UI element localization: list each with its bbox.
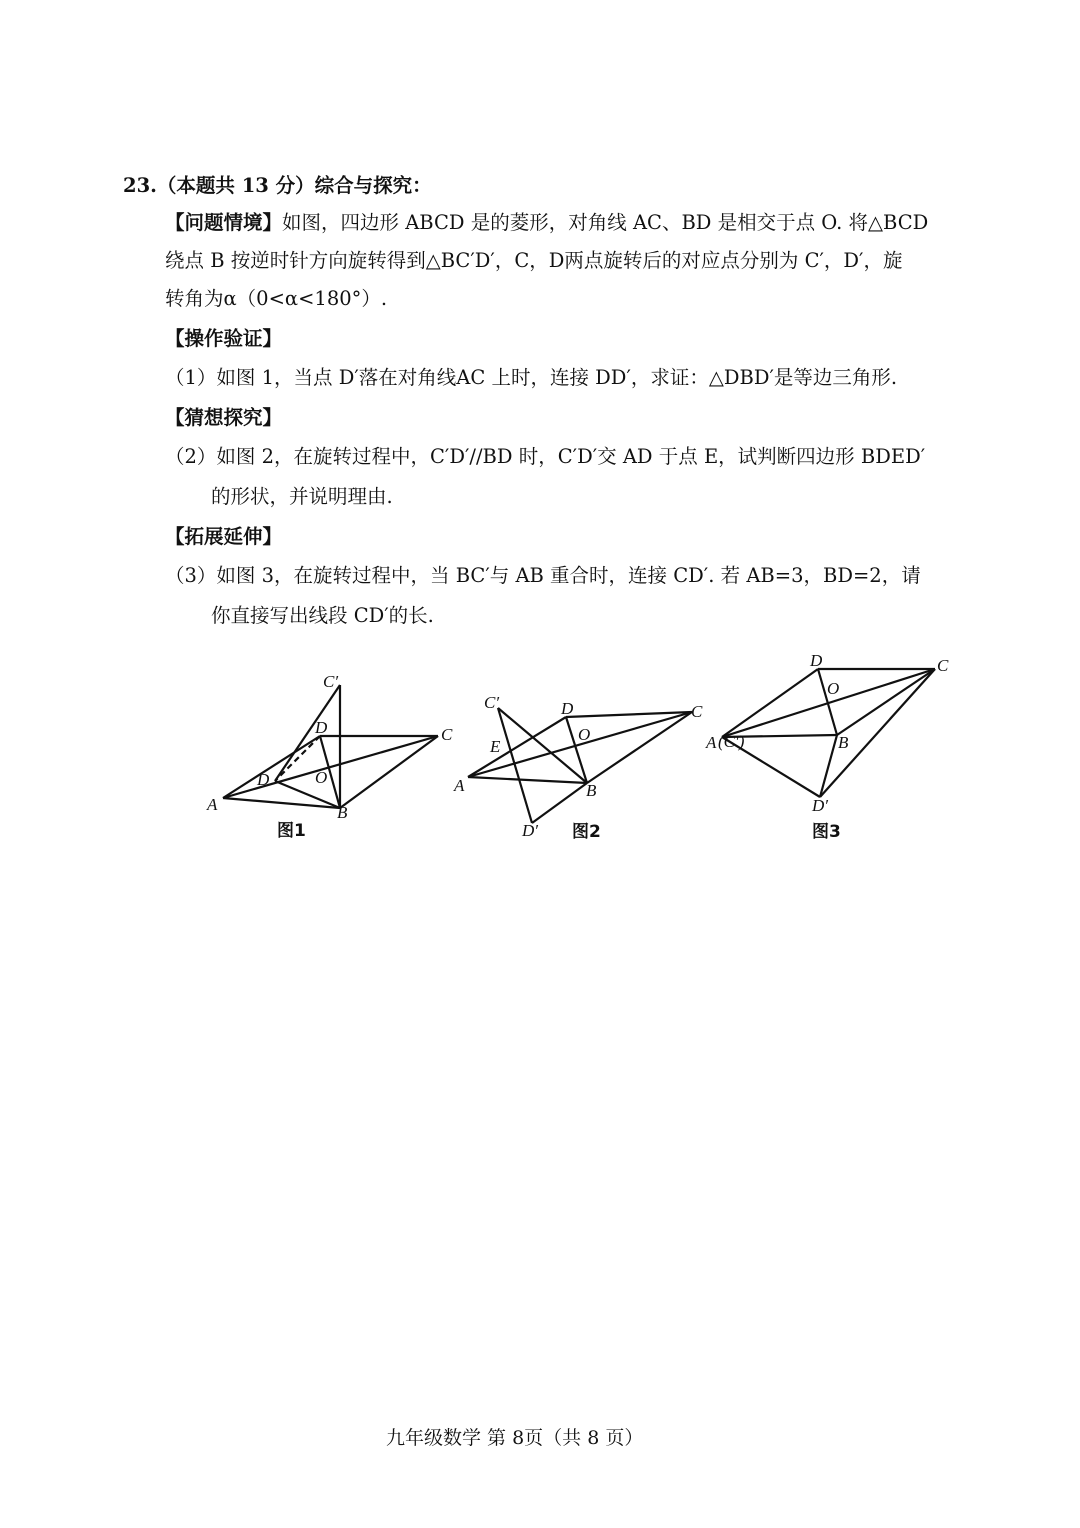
context-tag: 【问题情境】 — [165, 211, 283, 234]
fig3-edge-ad — [722, 669, 818, 737]
context-line-1 — [165, 207, 928, 235]
fig2-edge-cpd — [498, 708, 532, 823]
section-tag-conjecture: 【猜想探究】 — [165, 406, 283, 429]
fig1-diag-ac — [223, 736, 438, 798]
fig3-label-a: A — [706, 733, 717, 752]
fig1-edge-ddp — [275, 736, 320, 781]
part-1-line-1: （1）如图 1，当点 D′落在对角线AC 上时，连接 DD′，求证：△DBD′是等边三角形. — [165, 366, 898, 389]
figure-2 — [448, 690, 723, 850]
fig1-label-b: B — [337, 803, 348, 822]
fig1-caption: 图1 — [277, 821, 306, 841]
fig2-caption: 图2 — [572, 822, 601, 842]
fig1-label-a: A — [207, 795, 218, 814]
fig2-edge-dpb — [532, 783, 587, 823]
part-3-line-1: （3）如图 3，在旋转过程中，当 BC′与 AB 重合时，连接 CD′. 若 AB=3，BD=2，请 — [165, 564, 921, 587]
fig2-edge-ad — [468, 717, 566, 777]
fig3-label-b: B — [838, 733, 849, 752]
fig2-label-dprime: D′ — [522, 821, 538, 840]
figure-1 — [195, 665, 470, 850]
fig2-label-c: C — [691, 702, 703, 721]
part-2-line-1: （2）如图 2，在旋转过程中，C′D′//BD 时，C′D′交 AD 于点 E，试判断四边形 BDED′ — [165, 445, 926, 468]
fig3-label-d: D — [810, 651, 823, 670]
fig2-label-b: B — [586, 781, 597, 800]
fig2-label-o: O — [578, 725, 591, 744]
fig1-label-cprime: C′ — [323, 672, 339, 691]
part-2-line-2: 的形状，并说明理由. — [211, 485, 393, 508]
context-line-2: 绕点 B 按逆时针方向旋转得到△BC′D′，C，D两点旋转后的对应点分别为 C′，D′，旋 — [165, 249, 903, 272]
fig1-label-c: C — [441, 725, 453, 744]
fig3-label-c: C — [937, 656, 949, 675]
fig1-label-d: D — [315, 718, 328, 737]
fig3-label-dprime: D′ — [812, 796, 828, 815]
fig2-label-d: D — [561, 699, 574, 718]
fig2-edge-dc — [566, 712, 692, 717]
fig1-label-dprime: D — [257, 770, 270, 789]
part-3-line-2: 你直接写出线段 CD′的长. — [211, 604, 434, 627]
fig1-edge-cb — [340, 736, 438, 808]
page-footer: 九年级数学 第 8页（共 8 页） — [386, 1427, 644, 1449]
context-text-1: 如图，四边形 ABCD 是的菱形，对角线 AC、BD 是相交于点 O. 将△BCD — [282, 211, 929, 234]
fig2-label-cprime: C′ — [484, 693, 500, 712]
figure-3 — [700, 645, 965, 850]
section-tag-extend: 【拓展延伸】 — [165, 525, 283, 548]
fig1-label-o: O — [315, 768, 328, 787]
fig3-label-o: O — [827, 679, 840, 698]
fig3-caption: 图3 — [812, 822, 841, 842]
section-tag-verify: 【操作验证】 — [165, 327, 283, 350]
context-line-3: 转角为α（0<α<180°）. — [165, 287, 388, 310]
fig3-label-cprime: (C′) — [718, 732, 745, 751]
question-header: 23.（本题共 13 分）综合与探究： — [123, 174, 432, 197]
fig2-label-a: A — [454, 776, 465, 795]
fig2-edge-cb — [587, 712, 692, 783]
fig2-label-e: E — [490, 737, 501, 756]
fig2-edge-ab — [468, 777, 587, 783]
fig1-edge-ad — [223, 736, 320, 798]
fig1-edge-ab — [223, 798, 340, 808]
